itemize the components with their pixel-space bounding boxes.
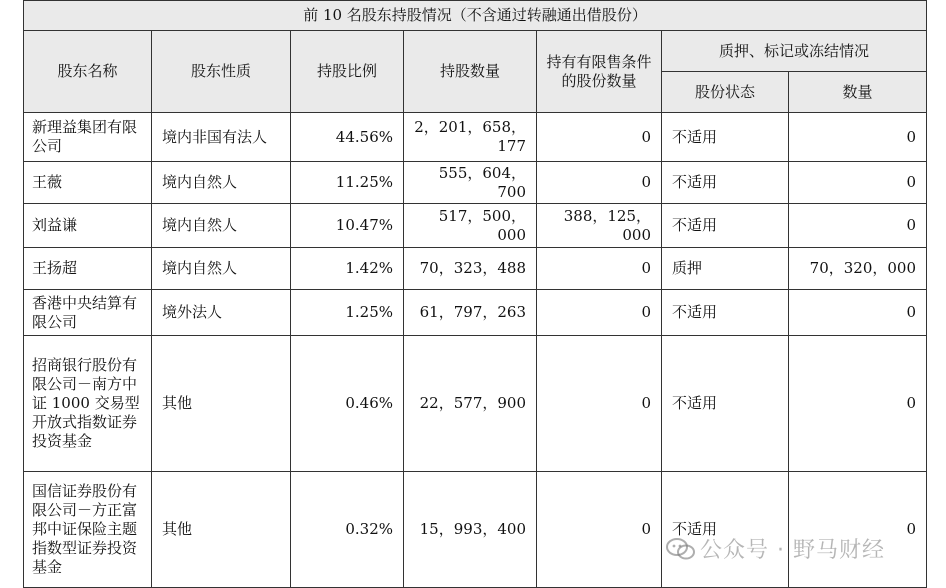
- cell-name: 王薇: [24, 162, 152, 204]
- cell-quantity: 2，201，658，177: [404, 113, 537, 162]
- cell-name: 香港中央结算有限公司: [24, 290, 152, 336]
- cell-amount: 0: [789, 113, 927, 162]
- cell-quantity: 555，604，700: [404, 162, 537, 204]
- cell-quantity: 70，323，488: [404, 248, 537, 290]
- cell-amount: 0: [789, 204, 927, 248]
- cell-nature: 境内非国有法人: [152, 113, 291, 162]
- cell-amount: 0: [789, 290, 927, 336]
- cell-quantity: 22，577，900: [404, 336, 537, 472]
- cell-name: 招商银行股份有限公司－南方中证 1000 交易型开放式指数证券投资基金: [24, 336, 152, 472]
- header-restricted: 持有有限售条件的股份数量: [537, 31, 662, 113]
- cell-status: 质押: [662, 248, 789, 290]
- cell-restricted: 0: [537, 248, 662, 290]
- header-row-1: [24, 31, 927, 72]
- header-name: 股东名称: [24, 31, 152, 113]
- table-row: [24, 162, 927, 204]
- cell-status: 不适用: [662, 162, 789, 204]
- cell-status: 不适用: [662, 290, 789, 336]
- cell-ratio: 1.42%: [291, 248, 404, 290]
- cell-ratio: 1.25%: [291, 290, 404, 336]
- cell-restricted: 0: [537, 472, 662, 588]
- cell-ratio: 0.32%: [291, 472, 404, 588]
- cell-name: 国信证券股份有限公司－方正富邦中证保险主题指数型证券投资基金: [24, 472, 152, 588]
- cell-status: 不适用: [662, 336, 789, 472]
- cell-nature: 其他: [152, 472, 291, 588]
- wechat-icon: [666, 538, 696, 560]
- header-share-status: 股份状态: [662, 72, 789, 113]
- table-row: [24, 113, 927, 162]
- cell-status: 不适用: [662, 204, 789, 248]
- table-row: [24, 204, 927, 248]
- cell-restricted: 0: [537, 113, 662, 162]
- cell-nature: 境内自然人: [152, 204, 291, 248]
- watermark-text: 公众号 · 野马财经: [700, 538, 885, 563]
- header-amount: 数量: [789, 72, 927, 113]
- cell-ratio: 0.46%: [291, 336, 404, 472]
- table-row: [24, 472, 927, 588]
- header-quantity: 持股数量: [404, 31, 537, 113]
- watermark: [666, 533, 885, 564]
- cell-nature: 其他: [152, 336, 291, 472]
- cell-ratio: 10.47%: [291, 204, 404, 248]
- table-row: [24, 290, 927, 336]
- cell-status: 不适用: [662, 472, 789, 588]
- cell-amount: 0: [789, 162, 927, 204]
- header-pledge-group: 质押、标记或冻结情况: [662, 31, 927, 72]
- cell-name: 刘益谦: [24, 204, 152, 248]
- cell-ratio: 44.56%: [291, 113, 404, 162]
- cell-name: 王扬超: [24, 248, 152, 290]
- cell-restricted: 0: [537, 290, 662, 336]
- cell-quantity: 517，500，000: [404, 204, 537, 248]
- table-title: 前 10 名股东持股情况（不含通过转融通出借股份）: [24, 1, 927, 31]
- table-row: [24, 336, 927, 472]
- cell-restricted: 388，125，000: [537, 204, 662, 248]
- cell-restricted: 0: [537, 162, 662, 204]
- shareholder-table: [23, 0, 927, 588]
- cell-nature: 境外法人: [152, 290, 291, 336]
- table-row: [24, 248, 927, 290]
- cell-amount: 0: [789, 336, 927, 472]
- cell-nature: 境内自然人: [152, 162, 291, 204]
- cell-ratio: 11.25%: [291, 162, 404, 204]
- cell-amount: 0: [789, 472, 927, 588]
- cell-quantity: 61，797，263: [404, 290, 537, 336]
- cell-nature: 境内自然人: [152, 248, 291, 290]
- cell-restricted: 0: [537, 336, 662, 472]
- table-title-row: [24, 1, 927, 31]
- cell-name: 新理益集团有限公司: [24, 113, 152, 162]
- header-ratio: 持股比例: [291, 31, 404, 113]
- cell-status: 不适用: [662, 113, 789, 162]
- header-nature: 股东性质: [152, 31, 291, 113]
- cell-quantity: 15，993，400: [404, 472, 537, 588]
- cell-amount: 70，320，000: [789, 248, 927, 290]
